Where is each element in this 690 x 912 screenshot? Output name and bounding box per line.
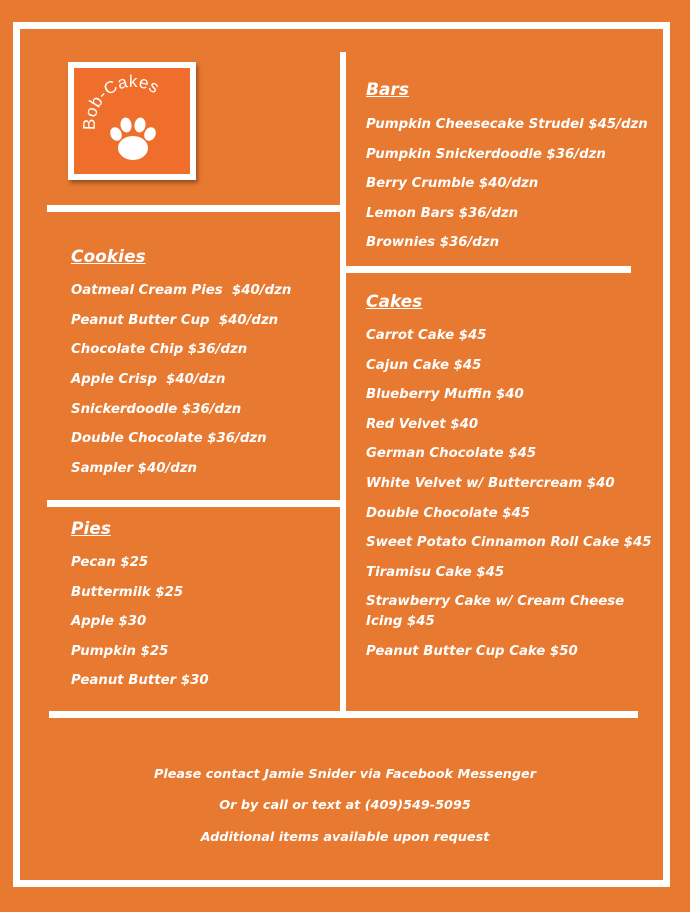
divider-cookies-pies [47,500,341,507]
list-item: Tiramisu Cake $45 [366,564,505,580]
divider-logo-cookies [47,205,341,212]
list-item: Berry Crumble $40/dzn [366,176,539,191]
divider-bars-cakes [343,266,631,273]
list-item: Brownies $36/dzn [366,235,500,250]
footer-contact: Please contact Jamie Snider via Facebook Messenger [153,767,537,782]
pies-title: Pies [71,519,111,539]
list-item: Peanut Butter Cup $40/dzn [71,312,279,328]
pies-list [71,555,209,689]
list-item: Snickerdoodle $36/dzn [71,401,242,417]
list-item: Peanut Butter Cup Cake $50 [366,643,578,659]
cakes-list [366,328,651,660]
footer-phone: Or by call or text at (409)549-5095 [219,798,471,813]
list-item: Lemon Bars $36/dzn [366,205,519,221]
list-item: Pumpkin Snickerdoodle $36/dzn [366,146,606,162]
list-item: Strawberry Cake w/ Cream Cheese [366,594,625,610]
list-item: Pumpkin Cheesecake Strudel $45/dzn [366,117,648,132]
list-item: Icing $45 [366,614,435,630]
list-item: Apple $30 [71,614,147,629]
list-item: Chocolate Chip $36/dzn [71,342,248,358]
divider-bottom [49,711,638,718]
list-item: Peanut Butter $30 [71,673,209,688]
list-item: Sweet Potato Cinnamon Roll Cake $45 [366,535,652,551]
cookies-title: Cookies [71,247,146,267]
list-item: Cajun Cake $45 [366,357,482,373]
logo [68,62,196,180]
list-item: Double Chocolate $36/dzn [71,431,267,447]
bars-title: Bars [366,80,409,100]
logo-graphic [74,68,190,174]
list-item: Carrot Cake $45 [366,328,487,343]
cakes-title: Cakes [366,292,423,312]
list-item: Pecan $25 [71,555,149,570]
list-item: Double Chocolate $45 [366,505,531,521]
list-item: White Velvet w/ Buttercream $40 [366,475,615,491]
list-item: Oatmeal Cream Pies $40/dzn [71,283,292,298]
list-item: German Chocolate $45 [366,446,537,462]
cookies-list [71,283,291,477]
footer-note: Additional items available upon request [200,830,490,845]
logo-text: Bob-Cakes [79,71,163,131]
list-item: Apple Crisp $40/dzn [71,372,226,388]
list-item: Buttermilk $25 [71,584,184,600]
list-item: Sampler $40/dzn [71,461,198,477]
vertical-divider [340,52,346,714]
paw-icon [108,117,158,160]
list-item: Red Velvet $40 [366,416,479,432]
bars-list [366,117,648,251]
list-item: Blueberry Muffin $40 [366,387,524,403]
list-item: Pumpkin $25 [71,643,169,659]
